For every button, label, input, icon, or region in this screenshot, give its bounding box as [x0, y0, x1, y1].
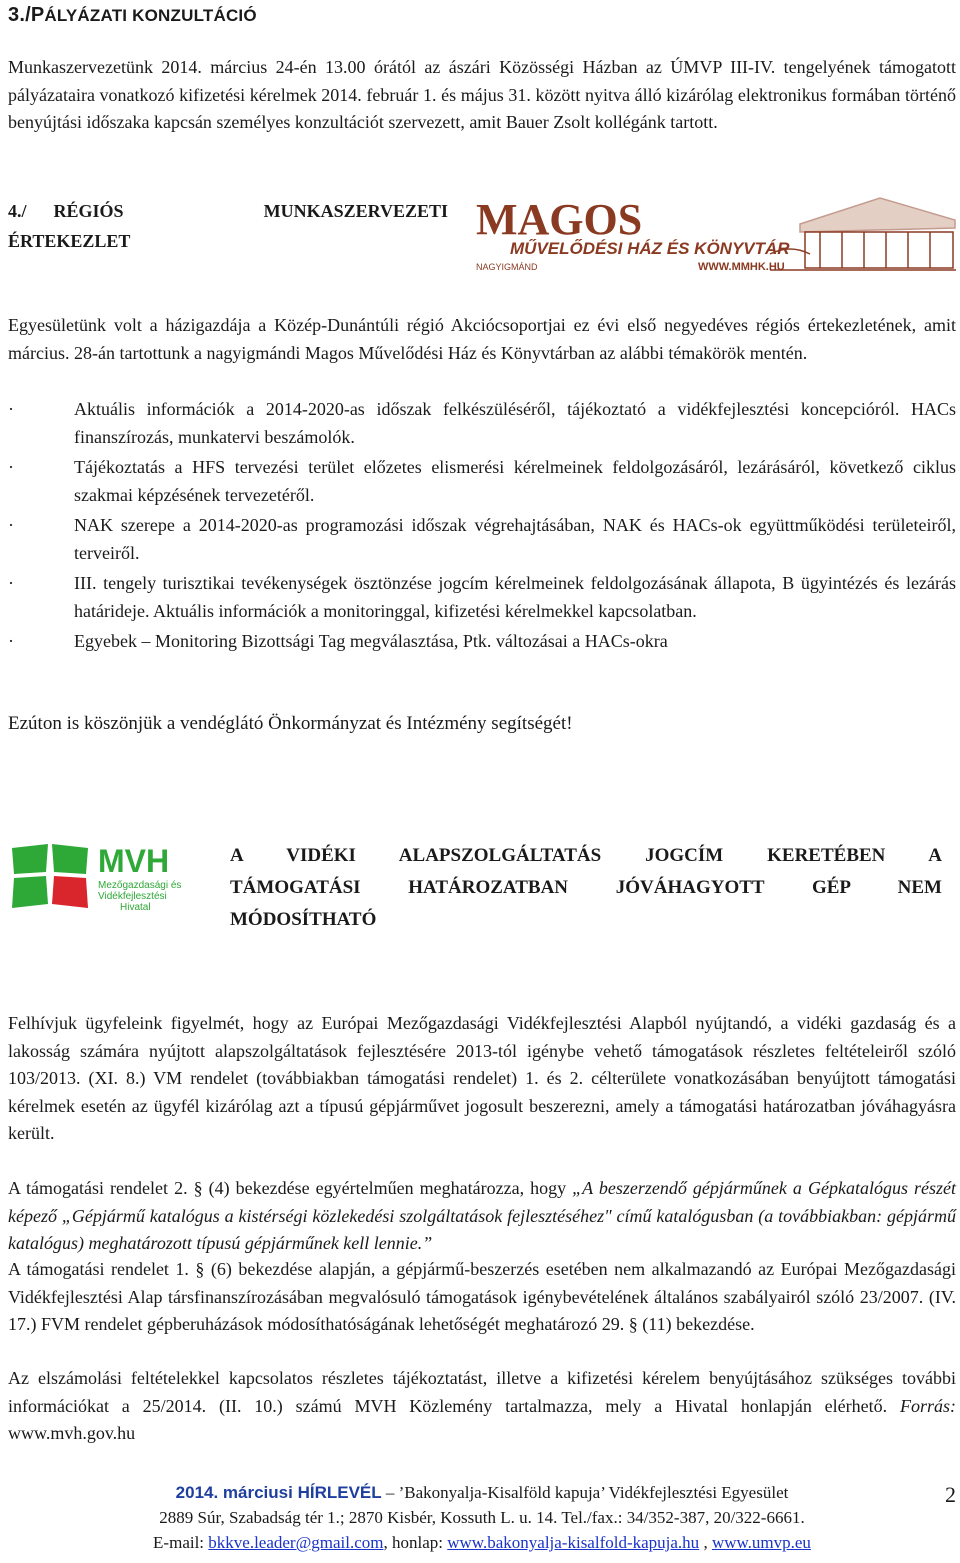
regulation-quote: „A beszerzendő gépjárműnek a Gépkatalógus részét képező „Gépjármű katalógus a kistérségi közlekedési szolgáltatások fejlesztéséhez" című katalógusban (a továbbiakban: gépjármű katalógus) meghatározott típusú gépjárműnek kell lennie.”: [8, 1178, 956, 1253]
newsletter-footer: 2014. márciusi HÍRLEVÉL – ’Bakonyalja-Kisalföld kapuja’ Vidékfejlesztési Egyesület 2889 Súr, Szabadság tér 1.; 2870 Kisbér, Kossuth L. u. 14. Tel./fax.: 34/352-387, 20/322-6661. E-mail: bkkve.leader@gmail.com, honlap: www.bakonyalja-kisalfold-kapuja.hu , www.umvp.eu: [8, 1480, 956, 1555]
section3-heading: [8, 4, 257, 27]
section4-title-word1: RÉGIÓS: [53, 201, 124, 221]
list-item: · III. tengely turisztikai tevékenységek ösztönzése jogcím kérelmeinek feldolgozásának állapota, B ügyintézés és lezárás határideje. Aktuális információk a monitoringgal, kifizetési kérelmekkel kapcsolatban.: [8, 573, 956, 621]
mvh-logo-line2: Vidékfejlesztési: [98, 891, 167, 902]
section4-title-word2: MUNKASZERVEZETI: [263, 201, 448, 221]
section4-heading: [8, 196, 448, 256]
list-item: · Tájékoztatás a HFS tervezési terület előzetes elismerési kérelmeinek feldolgozásáról, lezárásáról, következő ciklus szakmai képzésének tervezetéről.: [8, 457, 956, 505]
section4-intro: Egyesületünk volt a házigazdája a Közép-Dunántúli régió Akciócsoportjai ez évi első negyedéves régiós értekezletének, amit március. 28-án tartottunk a nagyigmándi Magos Művelődési Ház és Könyvtárban az alábbi témakörök mentén.: [8, 315, 956, 363]
section3-body: Munkaszervezetünk 2014. március 24-én 13.00 órától az ászári Közösségi Házban az ÚMVP III-IV. tengelyének támogatott pályázataira vonatkozó kifizetési kérelmek 2014. február 1. és május 31. között nyitva álló kizárólag elektronikus formában történő benyújtási időszaka kapcsán személyes konzultációt szervezett, amit Bauer Zsolt kollégánk tartott.: [8, 57, 956, 132]
mvh-logo-line1: Mezőgazdasági és: [98, 880, 182, 891]
mvh-paragraph-2: A támogatási rendelet 2. § (4) bekezdése egyértelműen meghatározza, hogy „A beszerzendő gépjárműnek a Gépkatalógus részét képező „Gépjármű katalógus a kistérségi közlekedési szolgáltatások fejlesztéséhez" című katalógusban (a továbbiakban: gépjármű katalógus) meghatározott típusú gépjárműnek kell lennie.”: [8, 1178, 956, 1253]
mvh-title-line2: TÁMOGATÁSI HATÁROZATBAN JÓVÁHAGYOTT GÉP NEM: [230, 877, 942, 898]
footer-email-link[interactable]: bkkve.leader@gmail.com: [208, 1533, 384, 1552]
footer-issue: 2014. márciusi HÍRLEVÉL: [175, 1483, 382, 1502]
magos-logo-url: WWW.MMHK.HU: [698, 261, 785, 273]
mvh-clover-icon: [12, 844, 88, 908]
magos-building-icon: [770, 198, 956, 270]
footer-org: – ’Bakonyalja-Kisalföld kapuja’ Vidékfejlesztési Egyesület: [381, 1483, 789, 1502]
magos-library-logo: [470, 194, 956, 278]
mvh-logo: [8, 838, 213, 918]
magos-logo-place: NAGYIGMÁND: [476, 262, 538, 272]
section3-number: 3./: [8, 4, 31, 26]
section4-thanks: Ezúton is köszönjük a vendéglátó Önkormányzat és Intézmény segítségét!: [8, 713, 573, 734]
section4-number: 4./: [8, 201, 27, 221]
mvh-article-title: [230, 840, 942, 936]
section4-topic-list: [8, 396, 956, 659]
footer-website-link[interactable]: www.bakonyalja-kisalfold-kapuja.hu: [447, 1533, 700, 1552]
footer-address: 2889 Súr, Szabadság tér 1.; 2870 Kisbér, Kossuth L. u. 14. Tel./fax.: 34/352-387, 20/322-6661.: [159, 1508, 805, 1527]
mvh-paragraph-3: A támogatási rendelet 1. § (6) bekezdése alapján, a gépjármű-beszerzés esetében nem alkalmazandó az Európai Mezőgazdasági Vidékfejlesztési Alap társfinanszírozásában megvalósuló támogatások igénybevételének általános szabályairól szóló 23/2007. (IV. 17.) FVM rendelet gépberuházások módosíthatóságának lehetőségét meghatározó 29. § (11) bekezdése.: [8, 1259, 956, 1334]
magos-logo-name: MAGOS: [476, 195, 643, 244]
mvh-title-line1: A VIDÉKI ALAPSZOLGÁLTATÁS JOGCÍM KERETÉBEN A: [230, 845, 942, 866]
source-label: Forrás:: [899, 1395, 956, 1416]
magos-logo-subtitle: MŰVELŐDÉSI HÁZ ÉS KÖNYVTÁR: [510, 239, 790, 258]
mvh-paragraph-1: Felhívjuk ügyfeleink figyelmét, hogy az Európai Mezőgazdasági Vidékfejlesztési Alapból nyújtandó, a vidéki gazdaság és a lakosság számára nyújtott alapszolgáltatások fejlesztésére 2013-tól igénybe vehető támogatások részletes feltételeiről szóló 103/2013. (XI. 8.) VM rendelet (továbbiakban támogatási rendelet) 1. és 2. célterülete vonatkozásában benyújtott támogatási kérelmek esetén az ügyfél kizárólag azt a típusú gépjárművet jogosult beszerezni, amely a támogatási határozatban jóváhagyásra került.: [8, 1013, 956, 1143]
footer-umvp-link[interactable]: www.umvp.eu: [711, 1533, 811, 1552]
list-item: · NAK szerepe a 2014-2020-as programozási időszak végrehajtásában, NAK és HACs-ok együttműködési területeiről, terveiről.: [8, 515, 956, 563]
mvh-paragraph-4: Az elszámolási feltételekkel kapcsolatos részletes tájékoztatást, illetve a kifizetési kérelem benyújtásához szükséges további információkat a 25/2014. (II. 10.) számú MVH Közlemény tartalmazza, mely a Hivatal honlapján elérhető. Forrás: www.mvh.gov.hu: [8, 1368, 956, 1443]
mvh-logo-line3: Hivatal: [120, 902, 151, 913]
list-item: · Aktuális információk a 2014-2020-as időszak felkészüléséről, tájékoztató a vidékfejlesztési koncepcióról. HACs finanszírozás, munkatervi beszámolók.: [8, 399, 956, 447]
section3-title-rest: ÁLYÁZATI KONZULTÁCIÓ: [44, 6, 257, 25]
mvh-logo-acronym: MVH: [98, 843, 170, 879]
section3-title-initial: P: [30, 4, 45, 26]
list-item: · Egyebek – Monitoring Bizottsági Tag megválasztása, Ptk. változásai a HACs-okra: [8, 631, 668, 651]
source-url: www.mvh.gov.hu: [8, 1423, 136, 1443]
mvh-title-line3: MÓDOSÍTHATÓ: [230, 909, 377, 930]
page-number: 2: [945, 1482, 956, 1507]
section4-title-word3: ÉRTEKEZLET: [8, 231, 131, 251]
